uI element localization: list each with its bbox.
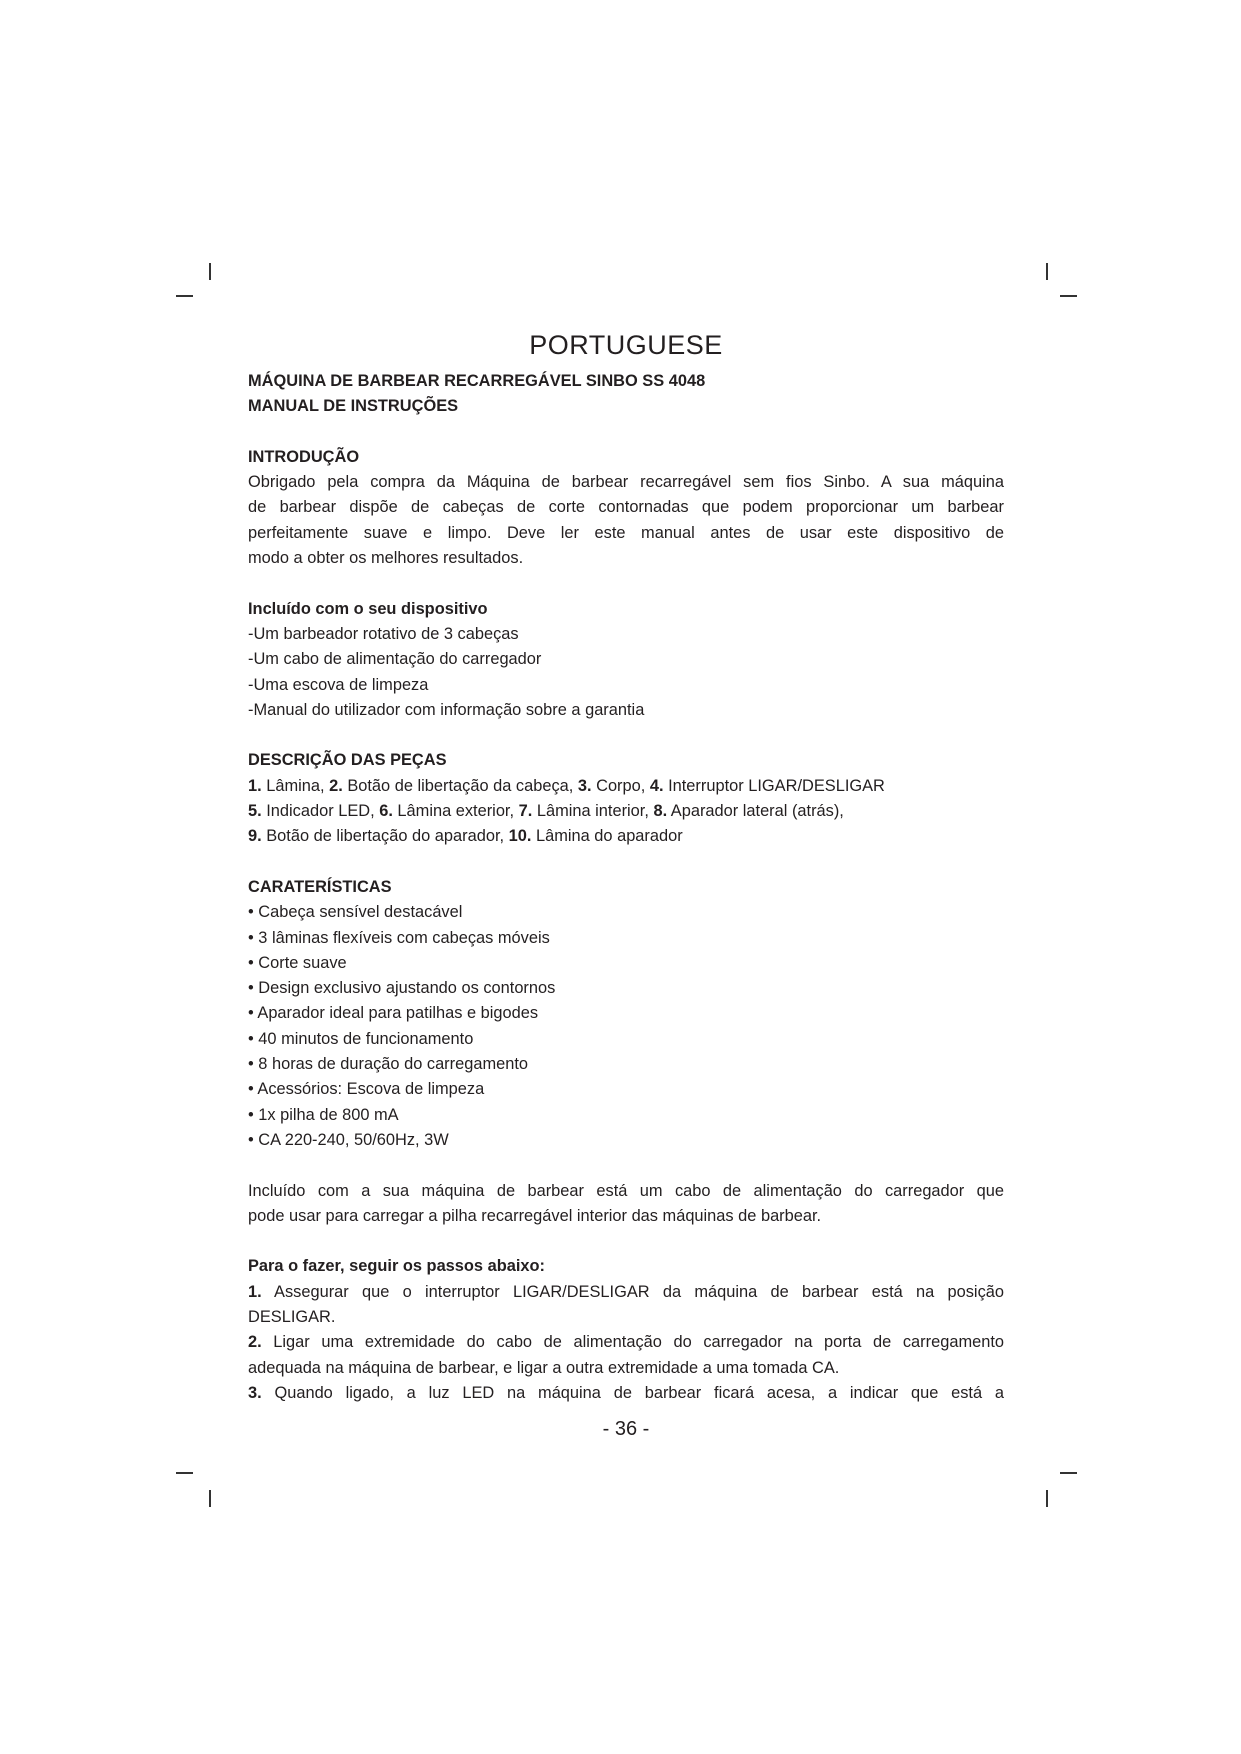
product-title: MÁQUINA DE BARBEAR RECARREGÁVEL SINBO SS 4048 — [248, 372, 706, 390]
included-list — [248, 622, 1004, 723]
crop-mark — [1060, 295, 1077, 297]
step-line — [248, 1305, 1004, 1330]
part-number: 3. — [577, 776, 592, 795]
list-item: • Design exclusivo ajustando os contornos — [248, 979, 556, 998]
list-item: • Acessórios: Escova de limpeza — [248, 1080, 485, 1099]
list-item: • 40 minutos de funcionamento — [248, 1029, 474, 1048]
list-item: • 8 horas de duração do carregamento — [248, 1055, 529, 1074]
parts-line — [248, 824, 1004, 849]
list-item: -Um cabo de alimentação do carregador — [248, 650, 542, 669]
parts-heading: DESCRIÇÃO DAS PEÇAS — [248, 751, 447, 770]
crop-mark — [1046, 1490, 1048, 1507]
list-item: -Um barbeador rotativo de 3 cabeças — [248, 624, 519, 643]
text-line: de barbear dispõe de cabeças de corte contornadas que podem proporcionar um barbear — [248, 498, 1004, 517]
crop-mark — [209, 263, 211, 280]
section-title: PORTUGUESE — [529, 330, 723, 360]
features-list — [248, 900, 1004, 1153]
part-number: 2. — [329, 776, 343, 795]
steps-heading: Para o fazer, seguir os passos abaixo: — [248, 1257, 545, 1276]
parts-line — [248, 799, 1004, 824]
crop-mark — [1046, 263, 1048, 280]
document-body — [248, 369, 1004, 1406]
part-number: 6. — [379, 802, 393, 821]
step-line — [248, 1381, 1004, 1406]
part-name: Botão de libertação da cabeça, — [342, 776, 578, 795]
parts-line — [248, 774, 1004, 799]
page-number: - 36 - — [602, 1418, 650, 1440]
part-number: 1. — [248, 776, 262, 795]
part-name: Lâmina do aparador — [531, 827, 683, 846]
part-name: Interruptor LIGAR/DESLIGAR — [663, 776, 885, 795]
text-line: Incluído com a sua máquina de barbear está um cabo de alimentação do carregador que — [248, 1181, 1004, 1200]
part-name: Corpo, — [591, 776, 650, 795]
list-item: -Uma escova de limpeza — [248, 675, 429, 694]
step-line — [248, 1330, 1004, 1355]
part-number: 9. — [248, 827, 262, 846]
list-item: • CA 220-240, 50/60Hz, 3W — [248, 1130, 449, 1149]
crop-mark — [1060, 1472, 1077, 1474]
included-heading: Incluído com o seu dispositivo — [248, 599, 488, 618]
part-name: Indicador LED, — [261, 802, 380, 821]
part-number: 10. — [508, 827, 532, 846]
step-text: DESLIGAR. — [248, 1307, 336, 1326]
list-item: • 3 lâminas flexíveis com cabeças móveis — [248, 928, 550, 947]
steps-list — [248, 1280, 1004, 1406]
step-number: 3. — [248, 1383, 262, 1402]
step-text: Ligar uma extremidade do cabo de alimentação do carregador na porta de carregamento — [273, 1333, 1004, 1352]
text-line: perfeitamente suave e limpo. Deve ler este manual antes de usar este dispositivo de — [248, 523, 1004, 542]
part-number: 7. — [518, 802, 533, 821]
text-line: Obrigado pela compra da Máquina de barbear recarregável sem fios Sinbo. A sua máquina — [248, 473, 1004, 492]
part-name: Botão de libertação do aparador, — [261, 827, 509, 846]
step-number: 1. — [248, 1282, 262, 1301]
step-line — [248, 1280, 1004, 1305]
list-item: • Corte suave — [248, 953, 347, 972]
part-name: Lâmina, — [261, 776, 330, 795]
list-item: • Aparador ideal para patilhas e bigodes — [248, 1004, 539, 1023]
step-text: adequada na máquina de barbear, e ligar a outra extremidade a uma tomada CA. — [248, 1358, 840, 1377]
step-line — [248, 1356, 1004, 1381]
part-name: Lâmina interior, — [532, 802, 654, 821]
step-text: Quando ligado, a luz LED na máquina de barbear ficará acesa, a indicar que está a — [274, 1383, 1004, 1402]
text-line: modo a obter os melhores resultados. — [248, 549, 524, 568]
crop-mark — [176, 1472, 193, 1474]
part-name: Aparador lateral (atrás), — [667, 802, 844, 821]
step-item — [248, 1280, 1004, 1331]
step-item — [248, 1381, 1004, 1406]
part-number: 8. — [653, 802, 668, 821]
list-item: • Cabeça sensível destacável — [248, 903, 463, 922]
crop-mark — [209, 1490, 211, 1507]
intro-heading: INTRODUÇÃO — [248, 447, 360, 466]
text-line: pode usar para carregar a pilha recarregável interior das máquinas de barbear. — [248, 1206, 822, 1225]
part-name: Lâmina exterior, — [392, 802, 519, 821]
crop-mark — [176, 295, 193, 297]
step-number: 2. — [248, 1333, 262, 1352]
step-item — [248, 1330, 1004, 1381]
part-number: 4. — [649, 776, 664, 795]
manual-title: MANUAL DE INSTRUÇÕES — [248, 397, 459, 416]
list-item: • 1x pilha de 800 mA — [248, 1105, 399, 1124]
step-text: Assegurar que o interruptor LIGAR/DESLIGAR da máquina de barbear está na posição — [274, 1282, 1004, 1301]
charging-paragraph — [248, 1179, 1004, 1230]
part-number: 5. — [248, 802, 262, 821]
features-heading: CARATERÍSTICAS — [248, 877, 392, 896]
intro-paragraph — [248, 470, 1004, 571]
parts-list — [248, 774, 1004, 850]
list-item: -Manual do utilizador com informação sobre a garantia — [248, 700, 645, 719]
